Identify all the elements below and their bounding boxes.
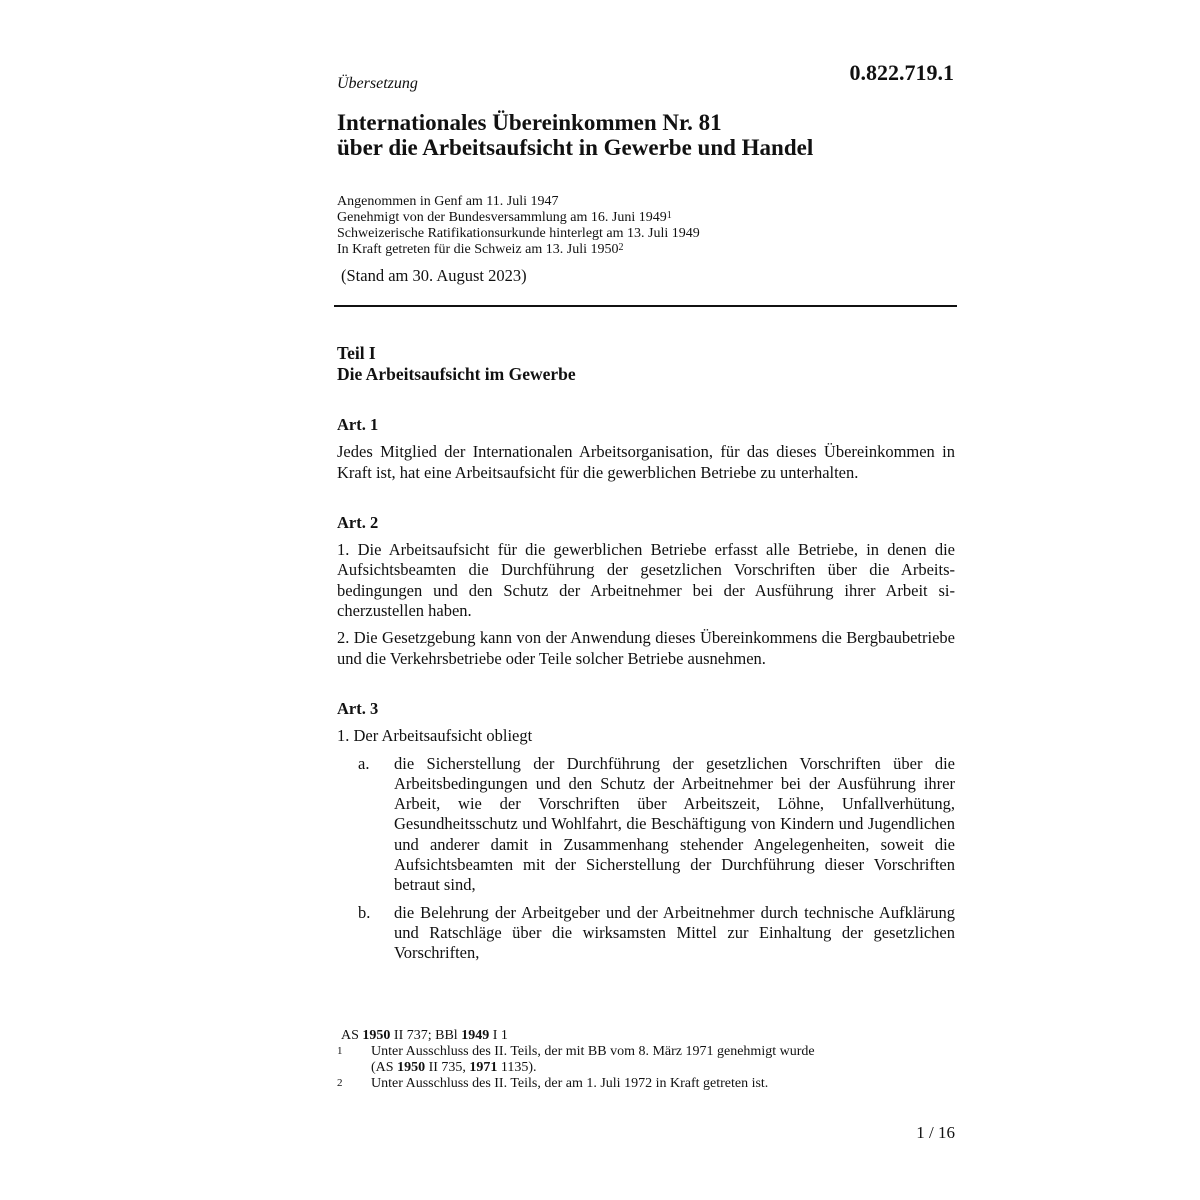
footnote-text: Unter Ausschluss des II. Teils, der am 1. Juli 1972 in Kraft getreten ist. — [371, 1076, 769, 1091]
item-text: die Sicherstellung der Durchführung der gesetzlichen Vorschriften über die Arbeitsbedingungen und den Schutz der Arbeitnehmer bei der Ausführung ihrer Arbeit, wie der Vorschriften über Arbeitszeit, Löhne, Unfallverhütung, Gesundheitsschutz und Wohlfahrt, die Beschäftigung von Kindern und Jugendlichen und anderer damit in Zusammenhang stehender Angelegenheiten, soweit die Aufsichtsbeamten mit der Sicherstellung der Durchführung dieser Vorschriften betraut sind, — [394, 753, 955, 895]
document-title — [337, 110, 813, 160]
part-label: Teil I — [337, 343, 376, 363]
source-bbl-year: 1949 — [461, 1028, 490, 1043]
meta-approved-text: Genehmigt von der Bundesversammlung am 16. Juni 1949 — [337, 210, 667, 225]
footnote-ref-1[interactable]: 1 — [666, 210, 672, 221]
sr-number: 0.822.719.1 — [849, 60, 954, 85]
meta-in-force-text: In Kraft getreten für die Schweiz am 13. Juli 1950 — [337, 242, 619, 257]
meta-in-force — [337, 242, 700, 258]
fn1-year-2: 1971 — [469, 1060, 498, 1075]
footnote-source — [337, 1028, 957, 1044]
footnote-number: 2 — [337, 1077, 343, 1089]
status-date: (Stand am 30. August 2023) — [341, 266, 527, 285]
item-label: a. — [358, 753, 370, 773]
fn1-year-1: 1950 — [397, 1060, 426, 1075]
article-2-heading: Art. 2 — [337, 512, 379, 532]
footnote-1-line-1: Unter Ausschluss des II. Teils, der mit BB vom 8. März 1971 genehmigt wurde — [371, 1044, 815, 1059]
footnote-1 — [337, 1044, 957, 1076]
title-line-2: über die Arbeitsaufsicht in Gewerbe und Handel — [337, 135, 814, 160]
fn1-as: (AS — [371, 1060, 394, 1075]
title-line-1: Internationales Übereinkommen Nr. 81 — [337, 110, 722, 135]
part-title: Die Arbeitsaufsicht im Gewerbe — [337, 364, 576, 384]
header-divider — [334, 305, 957, 307]
meta-ratification: Schweizerische Ratifikationsurkunde hinterlegt am 13. Juli 1949 — [337, 226, 700, 241]
item-text: die Belehrung der Arbeitgeber und der Arbeitnehmer durch technische Aufklärung und Ratschläge über die wirksamsten Mittel zur Einhaltung der gesetzlichen Vorschriften, — [394, 902, 955, 963]
document-body — [337, 343, 955, 971]
article-1-heading: Art. 1 — [337, 415, 379, 434]
article-1-text: Jedes Mitglied der Internationalen Arbeitsorganisation, für das dieses Übereinkommen in Kraft ist, hat eine Arbeitsaufsicht für die gewerblichen Betriebe zu unterhalten. — [337, 442, 955, 482]
meta-approved — [337, 210, 700, 226]
article-3-paragraph-1: 1. Der Arbeitsaufsicht obliegt — [337, 726, 533, 746]
article-3-item-b — [337, 903, 955, 964]
fn1-ref-1: II 735, — [428, 1060, 466, 1075]
meta-adopted: Angenommen in Genf am 11. Juli 1947 — [337, 194, 559, 209]
footnote-number: 1 — [337, 1045, 343, 1057]
fn1-ref-2: 1135). — [500, 1060, 537, 1075]
page-number: 1 / 16 — [916, 1123, 955, 1142]
article-2-paragraph-2: 2. Die Gesetzgebung kann von der Anwendung dieses Übereinkommens die Bergbaubetriebe und die Verkehrsbetriebe oder Teile solcher Betriebe ausnehmen. — [337, 628, 955, 668]
footnote-2 — [337, 1076, 957, 1092]
translation-label: Übersetzung — [337, 75, 418, 92]
article-3-heading: Art. 3 — [337, 698, 379, 718]
source-as-year: 1950 — [362, 1028, 391, 1043]
article-2-paragraph-1: 1. Die Arbeitsaufsicht für die gewerblichen Betriebe erfasst alle Betriebe, in denen die Aufsichtsbeamten die Durchführung der gesetzlichen Vorschriften über die Arbeitsbedingungen und den Schutz der Arbeitnehmer bei der Ausführung ihrer Arbeit sicherzustellen haben. — [337, 540, 955, 621]
item-label: b. — [358, 902, 371, 922]
source-as-ref: II 737; BBl — [393, 1028, 458, 1043]
footnotes — [337, 1028, 957, 1092]
source-bbl-ref: I 1 — [492, 1028, 508, 1043]
footnote-ref-2[interactable]: 2 — [618, 242, 624, 253]
source-as: AS — [341, 1028, 359, 1043]
article-3-item-a — [337, 754, 955, 896]
footnote-text — [371, 1044, 957, 1076]
document-metadata — [337, 194, 700, 258]
